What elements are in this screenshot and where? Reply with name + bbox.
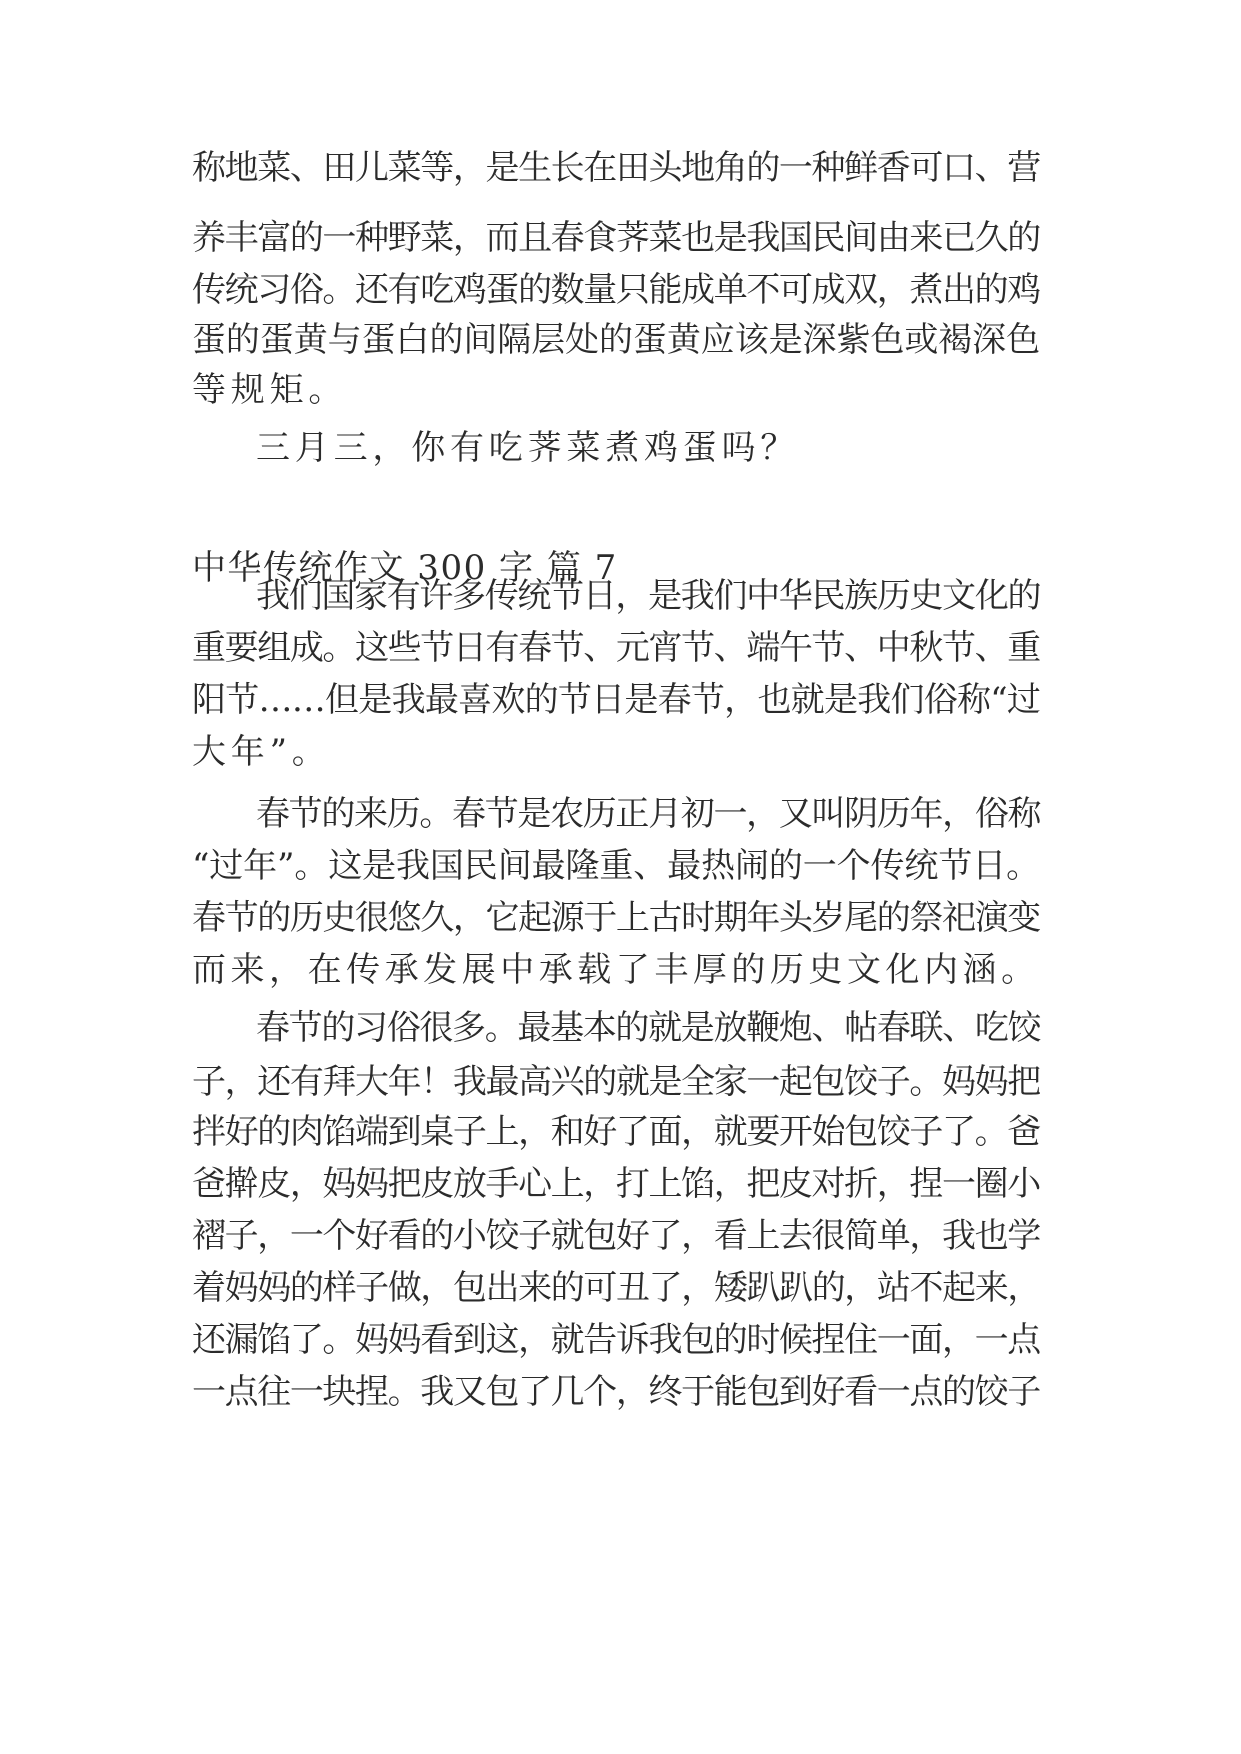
text-line: 养丰富的一种野菜，而且春食荠菜也是我国民间由来已久的 xyxy=(192,218,1040,258)
text-line: 阳节……但是我最喜欢的节日是春节，也就是我们俗称“过 xyxy=(192,680,1041,720)
text-line: 重要组成。这些节日有春节、元宵节、端午节、中秋节、重 xyxy=(192,628,1040,668)
text-line: 我们国家有许多传统节日，是我们中华民族历史文化的 xyxy=(256,576,1041,616)
text-line: 拌好的肉馅端到桌子上，和好了面，就要开始包饺子了。爸 xyxy=(192,1112,1040,1152)
text-line: 蛋的蛋黄与蛋白的间隔层处的蛋黄应该是深紫色或褐深色 xyxy=(192,320,1040,360)
text-line: 三月三，你有吃荠菜煮鸡蛋吗？ xyxy=(256,428,800,468)
text-line: 着妈妈的样子做，包出来的可丑了，矮趴趴的，站不起来， xyxy=(192,1268,1040,1308)
text-line: 春节的习俗很多。最基本的就是放鞭炮、帖春联、吃饺 xyxy=(256,1008,1041,1048)
text-line: 称地菜、田儿菜等，是生长在田头地角的一种鲜香可口、营 xyxy=(192,148,1040,188)
text-line: 而来，在传承发展中承载了丰厚的历史文化内涵。 xyxy=(192,950,1040,990)
section-heading: 中华传统作文 300 字 篇 7 xyxy=(192,548,618,588)
text-line: 春节的历史很悠久，它起源于上古时期年头岁尾的祭祀演变 xyxy=(192,898,1040,938)
text-line: 一点往一块捏。我又包了几个，终于能包到好看一点的饺子 xyxy=(192,1372,1040,1412)
text-line: 等规矩。 xyxy=(192,370,348,410)
text-line: “过年”。这是我国民间最隆重、最热闹的一个传统节日。 xyxy=(192,846,1040,886)
text-line: 爸擀皮，妈妈把皮放手心上，打上馅，把皮对折，捏一圈小 xyxy=(192,1164,1040,1204)
text-line: 子，还有拜大年！我最高兴的就是全家一起包饺子。妈妈把 xyxy=(192,1062,1040,1102)
text-line: 春节的来历。春节是农历正月初一，又叫阴历年，俗称 xyxy=(256,794,1041,834)
text-line: 褶子，一个好看的小饺子就包好了，看上去很简单，我也学 xyxy=(192,1216,1040,1256)
text-line: 还漏馅了。妈妈看到这，就告诉我包的时候捏住一面，一点 xyxy=(192,1320,1040,1360)
text-line: 传统习俗。还有吃鸡蛋的数量只能成单不可成双，煮出的鸡 xyxy=(192,270,1040,310)
text-line: 大年”。 xyxy=(192,732,331,772)
